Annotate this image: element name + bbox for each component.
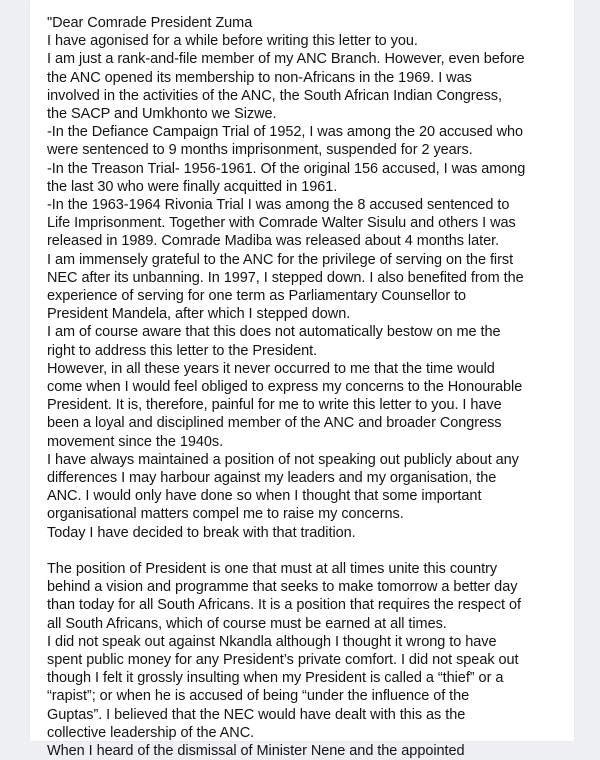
letter-line: the ANC opened its membership to non-Africans in the 1969. I was [47,69,472,86]
letter-line: The position of President is one that must at all times unite this country [47,560,498,577]
letter-line: experience of serving for one term as Parliamentary Counsellor to [47,288,467,305]
letter-part-2 [47,560,567,760]
letter-line: movement since the 1940s. [47,433,224,450]
letter-line: the SACP and Umkhonto we Sizwe. [47,106,277,123]
letter-line: ANC. I would only have done so when I thought that some important [47,488,482,505]
letter-line: though I felt it grossly insulting when my President is called a “thief” or a [47,670,504,687]
letter-line: "Dear Comrade President Zuma [47,15,253,31]
letter-line: involved in the activities of the ANC, the South African Indian Congress, [47,87,502,104]
letter-line: Guptas”. I believed that the NEC would have dealt with this as the [47,706,466,723]
paragraph-gap [47,542,567,560]
letter-line: President. It is, therefore, painful for me to write this letter to you. I have [47,397,502,414]
letter-line: “rapist”; or when he is accused of being “under the influence of the [47,688,470,705]
letter-line: spent public money for any President’s private comfort. I did not speak out [47,651,519,668]
letter-line: been a loyal and disciplined member of the ANC and broader Congress [47,415,502,432]
letter-line: I am immensely grateful to the ANC for the privilege of serving on the first [47,251,514,268]
letter-line: I have always maintained a position of not speaking out publicly about any [47,451,519,468]
letter-body [47,14,567,760]
letter-line: released in 1989. Comrade Madiba was released about 4 months later. [47,233,500,250]
letter-line: differences I may harbour against my leaders and my organisation, the [47,470,497,487]
letter-line: Life Imprisonment. Together with Comrade Walter Sisulu and others I was [47,215,516,232]
letter-line: I am of course aware that this does not automatically bestow on me the [47,324,501,341]
letter-line: I did not speak out against Nkandla although I thought it wrong to have [47,633,497,650]
letter-line: right to address this letter to the President. [47,342,318,359]
letter-line: I am just a rank-and-file member of my ANC Branch. However, even before [47,51,525,68]
letter-line: all South Africans, which of course must be earned at all times. [47,615,447,632]
letter-line: -In the 1963-1964 Rivonia Trial I was among the 8 accused sentenced to [47,197,510,214]
letter-line: the last 30 who were finally acquitted in 1961. [47,178,338,195]
letter-line: When I heard of the dismissal of Minister Nene and the appointed [47,742,465,759]
letter-line: However, in all these years it never occurred to me that the time would [47,360,495,377]
letter-line: than today for all South Africans. It is a position that requires the respect of [47,597,521,614]
letter-line: -In the Defiance Campaign Trial of 1952, I was among the 20 accused who [47,124,524,141]
letter-line: behind a vision and programme that seeks to make tomorrow a better day [47,579,518,596]
letter-line: I have agonised for a while before writing this letter to you. [47,33,418,50]
letter-line: organisational matters compel me to raise my concerns. [47,506,404,523]
letter-line: collective leadership of the ANC. [47,724,255,741]
letter-line: -In the Treason Trial- 1956-1961. Of the original 156 accused, I was among [47,160,526,177]
letter-sheet [30,0,574,759]
letter-line: President Mandela, after which I stepped down. [47,306,351,323]
letter-line: NEC after its unbanning. In 1997, I stepped down. I also benefited from the [47,269,524,286]
letter-part-1 [47,14,567,542]
letter-line: were sentenced to 9 months imprisonment, suspended for 2 years. [47,142,473,159]
letter-line: Today I have decided to break with that tradition. [47,524,356,541]
letter-line: come when I would feel obliged to express my concerns to the Honourable [47,379,523,396]
